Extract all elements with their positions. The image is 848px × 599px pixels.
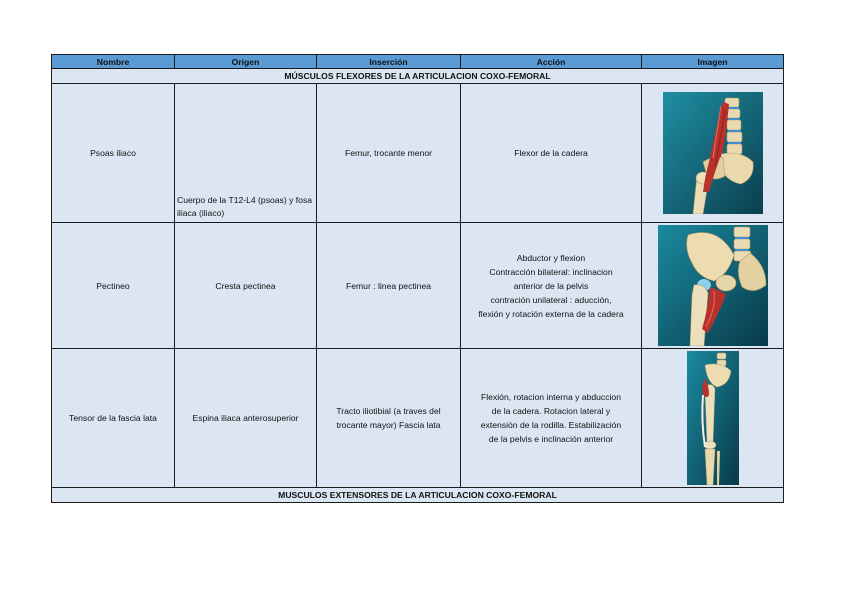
section-row-flexores xyxy=(52,69,784,84)
cell-accion xyxy=(461,349,642,488)
cell-insercion: Femur, trocante menor xyxy=(317,84,461,223)
psoas-iliaco-anatomy-image xyxy=(663,92,763,214)
header-nombre: Nombre xyxy=(52,55,175,69)
accion-line: extensión de la rodilla. Estabilización xyxy=(480,420,622,430)
cell-insercion: Tracto iliotibial (a traves del trocante mayor) Fascia lata xyxy=(317,349,461,488)
accion-line: Contracción bilateral: inclinacion xyxy=(489,266,613,277)
muscle-table xyxy=(51,54,784,503)
accion-line: Flexor de la cadera xyxy=(514,148,588,158)
cell-imagen xyxy=(642,349,784,488)
muscle-table-sheet xyxy=(51,54,783,503)
cell-accion xyxy=(461,223,642,349)
cell-insercion: Femur : linea pectinea xyxy=(317,223,461,349)
cell-imagen xyxy=(642,84,784,223)
accion-line: flexión y rotación externa de la cadera xyxy=(478,308,624,319)
accion-line: de la cadera. Rotacion lateral y xyxy=(491,406,611,416)
pectineo-anatomy-image xyxy=(658,225,768,346)
accion-line: Flexión, rotacion interna y abduccion xyxy=(481,392,621,402)
table-row xyxy=(52,84,784,223)
header-origen: Origen xyxy=(175,55,317,69)
header-accion: Acción xyxy=(461,55,642,69)
accion-line: Abductor y flexion xyxy=(516,252,586,263)
accion-line: anterior de la pelvis xyxy=(513,280,589,291)
section-title-flexores: MÚSCULOS FLEXORES DE LA ARTICULACION COXO-FEMORAL xyxy=(52,69,784,84)
table-row xyxy=(52,223,784,349)
tensor-fascia-lata-anatomy-image xyxy=(687,351,739,485)
cell-origen: Cuerpo de la T12-L4 (psoas) y fosa iliaca (iliaco) xyxy=(175,84,317,223)
section-title-extensores: MUSCULOS EXTENSORES DE LA ARTICULACION COXO-FEMORAL xyxy=(52,488,784,503)
cell-origen: Espina iliaca anterosuperior xyxy=(175,349,317,488)
accion-line: contración unilateral : aducción, xyxy=(490,294,612,305)
table-row xyxy=(52,349,784,488)
header-insercion: Inserción xyxy=(317,55,461,69)
cell-accion xyxy=(461,84,642,223)
cell-imagen xyxy=(642,223,784,349)
accion-line: de la pelvis e inclinación anterior xyxy=(488,434,614,444)
cell-origen: Cresta pectinea xyxy=(175,223,317,349)
cell-nombre: Pectineo xyxy=(52,223,175,349)
cell-nombre: Psoas iliaco xyxy=(52,84,175,223)
header-imagen: Imagen xyxy=(642,55,784,69)
header-row xyxy=(52,55,784,69)
cell-nombre: Tensor de la fascia lata xyxy=(52,349,175,488)
section-row-extensores xyxy=(52,488,784,503)
